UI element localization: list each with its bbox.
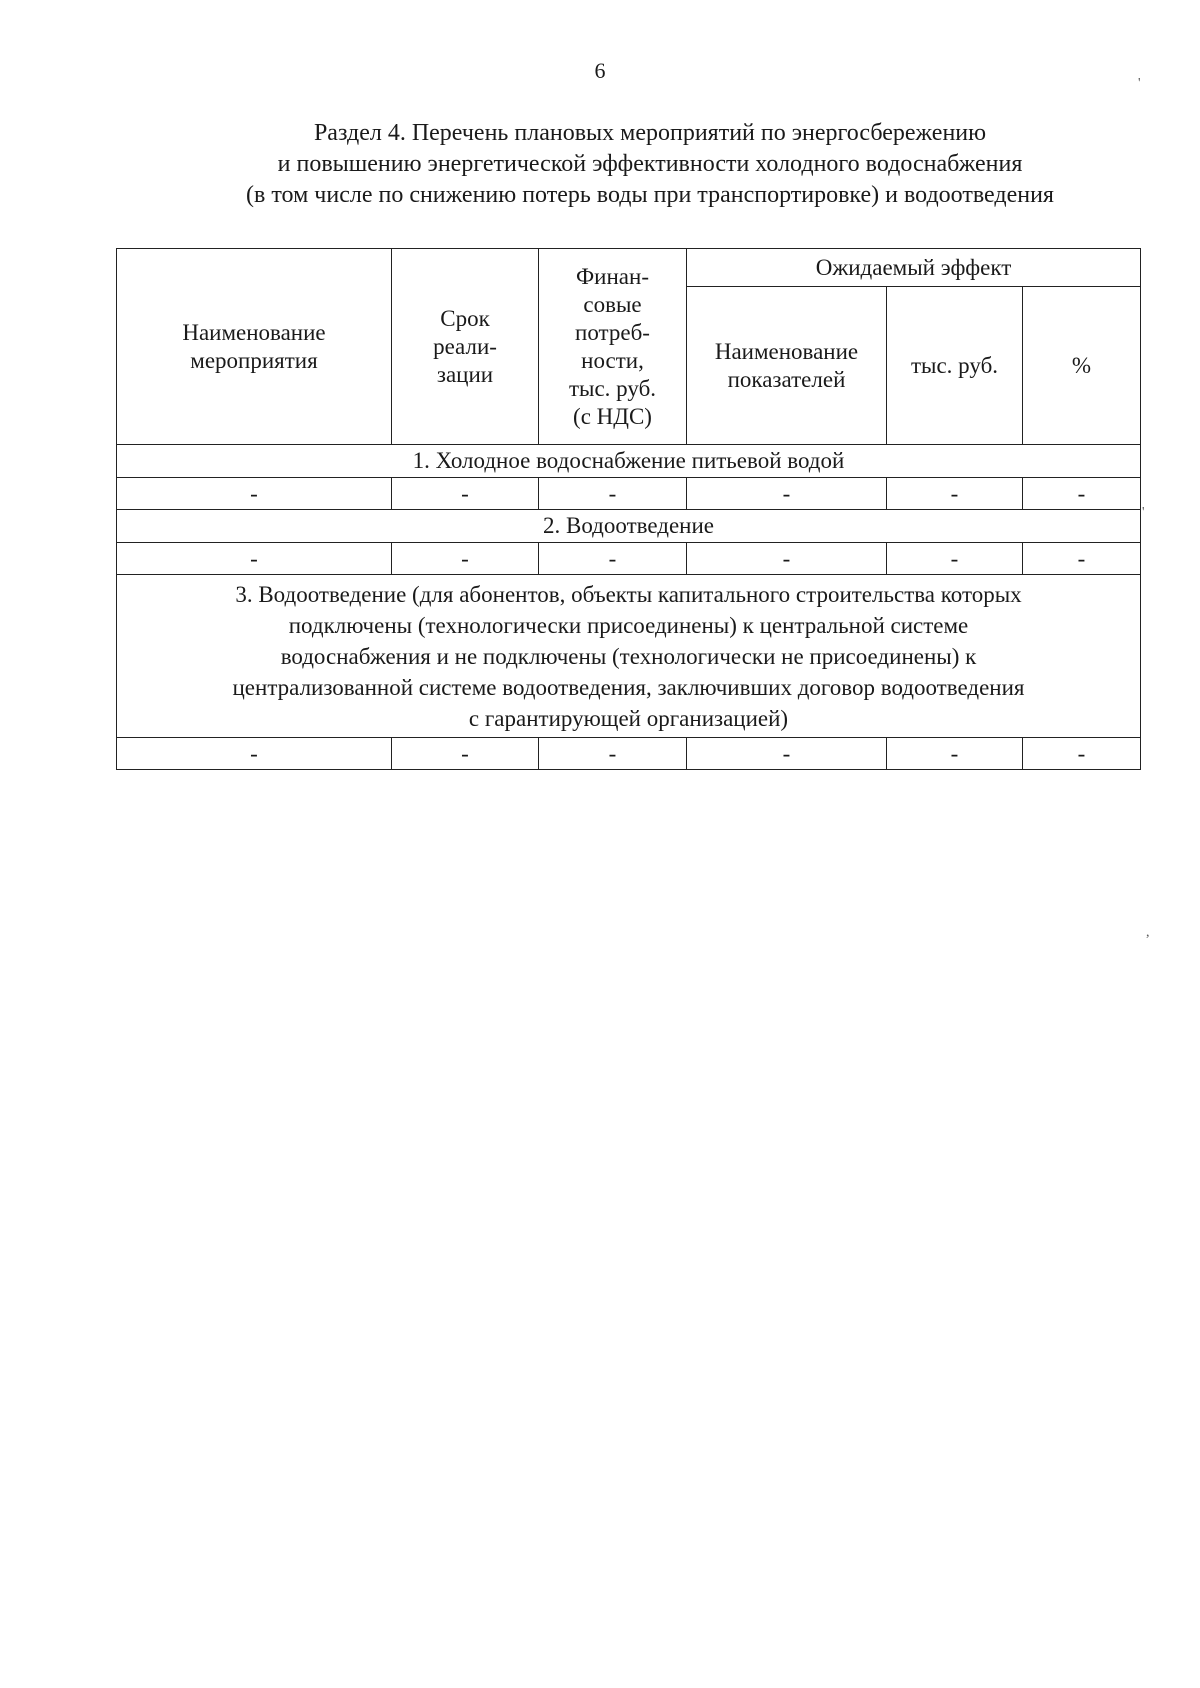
header-measure-name bbox=[117, 249, 392, 445]
header-text: тыс. руб. bbox=[568, 375, 657, 401]
table-cell: - bbox=[117, 543, 392, 575]
header-text: показателей bbox=[727, 366, 846, 392]
section-text-line: водоснабжения и не подключены (технологически не присоединены) к bbox=[280, 643, 977, 669]
scan-speck: ' bbox=[1142, 505, 1145, 520]
table-cell: - bbox=[539, 478, 687, 510]
table-cell: - bbox=[887, 543, 1023, 575]
table-row bbox=[117, 738, 1141, 770]
header-text: зации bbox=[436, 361, 494, 387]
section-text-line: с гарантирующей организацией) bbox=[468, 705, 789, 731]
table-cell: - bbox=[687, 478, 887, 510]
section-title bbox=[150, 118, 1150, 211]
header-financing bbox=[539, 249, 687, 445]
header-percent: % bbox=[1023, 287, 1141, 445]
table-cell: - bbox=[1023, 478, 1141, 510]
header-text: потреб- bbox=[575, 319, 650, 345]
header-text: Финан- bbox=[576, 263, 649, 289]
table-cell: - bbox=[687, 543, 887, 575]
section-title-cold-water: 1. Холодное водоснабжение питьевой водой bbox=[117, 445, 1141, 478]
section-text-line: 3. Водоотведение (для абонентов, объекты капитального строительства которых bbox=[235, 581, 1022, 607]
scan-speck: , bbox=[1146, 925, 1150, 940]
title-line: (в том числе по снижению потерь воды при транспортировке) и водоотведения bbox=[246, 182, 1054, 208]
header-text: ности, bbox=[581, 347, 644, 373]
header-text: Наименование bbox=[182, 319, 326, 345]
table-cell: - bbox=[392, 738, 539, 770]
table-cell: - bbox=[887, 738, 1023, 770]
title-line: Раздел 4. Перечень плановых мероприятий по энергосбережению bbox=[313, 120, 987, 146]
scan-speck: ' bbox=[1138, 76, 1141, 91]
header-text: Наименование bbox=[714, 338, 859, 364]
header-expected-effect: Ожидаемый эффект bbox=[687, 249, 1141, 287]
table-cell: - bbox=[539, 738, 687, 770]
section-title-wastewater-subscribers bbox=[117, 575, 1141, 738]
header-term bbox=[392, 249, 539, 445]
table-cell: - bbox=[1023, 738, 1141, 770]
section-text-line: подключены (технологически присоединены) к центральной системе bbox=[288, 612, 969, 638]
section-title-wastewater: 2. Водоотведение bbox=[117, 510, 1141, 543]
table-row bbox=[117, 478, 1141, 510]
table-cell: - bbox=[392, 543, 539, 575]
header-text: реали- bbox=[433, 333, 497, 359]
header-thousand-rub: тыс. руб. bbox=[887, 287, 1023, 445]
table-cell: - bbox=[117, 478, 392, 510]
table-cell: - bbox=[887, 478, 1023, 510]
table-cell: - bbox=[687, 738, 887, 770]
table-cell: - bbox=[392, 478, 539, 510]
table-row bbox=[117, 543, 1141, 575]
header-indicator-name bbox=[687, 287, 887, 445]
table-cell: - bbox=[539, 543, 687, 575]
header-text: совые bbox=[583, 291, 642, 317]
title-line: и повышению энергетической эффективности холодного водоснабжения bbox=[277, 151, 1023, 177]
header-text: Срок bbox=[440, 305, 490, 331]
measures-table bbox=[116, 248, 1141, 770]
header-text: мероприятия bbox=[190, 347, 318, 373]
page-number: 6 bbox=[594, 58, 606, 83]
table-cell: - bbox=[117, 738, 392, 770]
section-text-line: централизованной системе водоотведения, заключивших договор водоотведения bbox=[232, 674, 1025, 700]
table-cell: - bbox=[1023, 543, 1141, 575]
header-text: (с НДС) bbox=[573, 403, 652, 429]
